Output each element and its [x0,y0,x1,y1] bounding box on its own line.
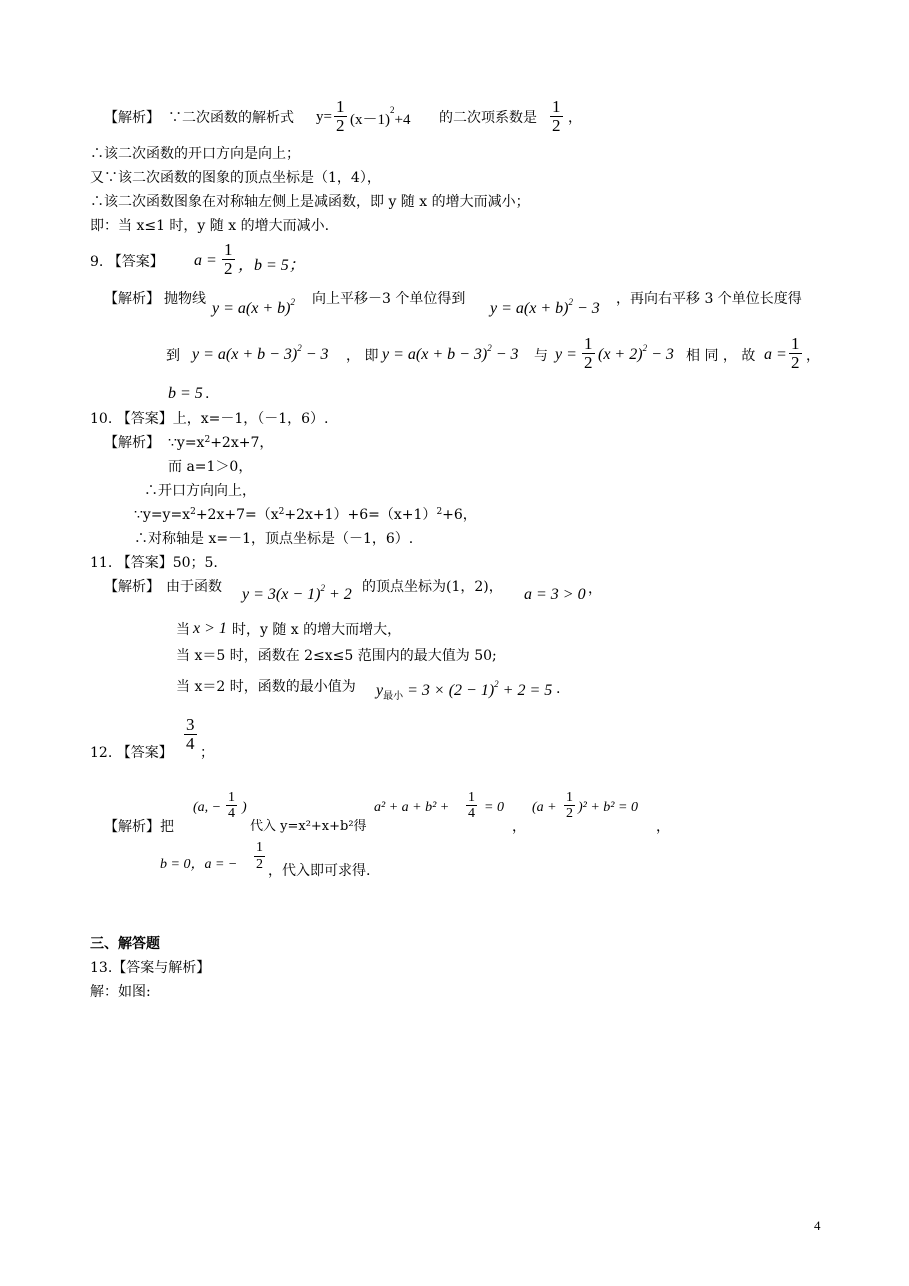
q11-line4a: 当 x＝2 时，函数的最小值为 [176,679,356,695]
q9-row3-b: b = 5 [168,385,203,402]
q8-line5: 即：当 x≤1 时，y 随 x 的增大而减小. [90,218,330,234]
q12-eq2a: (a + [532,800,557,815]
q12-heading: 12. 【答案】 [90,745,173,761]
q9-row2-a: a = [764,346,787,363]
q11-cond: a = 3 > 0 [524,586,586,603]
q12-line2a: b = 0，a = − [160,857,238,872]
q9-row2-expr2: $y = a(x + b - 3)^2 - 3$ [382,343,519,363]
q11-t2: 的顶点坐标为(1，2)， [362,579,503,595]
q11-line4-expr: $y_{最小} = 3 \times (2 - 1)^2 + 2 = 5$ [376,679,553,703]
q9-expr2: $y = a(x + b)^2 - 3$ [490,297,600,317]
q9-analysis-label: 【解析】 [104,291,160,307]
q9-row2-same: 相 同 ， 故 [686,348,756,364]
q11-t1: 由于函数 [166,579,222,595]
q12-eq2-frac: 1 2 [566,790,573,821]
q8-func-rest: $(x-1)^2+4$ [350,105,411,128]
q8-coef-half: 1 2 [552,97,561,135]
q11-line3: 当 x＝5 时，函数在 2≤x≤5 范围内的最大值为 50; [176,648,497,664]
q8-analysis-label: 【解析】 [104,110,160,126]
q10-line5: ∴对称轴是 x=－1，顶点坐标是（－1，6）. [134,531,414,547]
q12-eq1: a² + a + b² + [374,800,450,815]
q9-analysis-t3: ，再向右平移 3 个单位长度得 [616,291,802,307]
page-number: 4 [814,1218,821,1233]
q9-row2-comma: ， [806,348,820,364]
q8-line3: 又∵该二次函数的图象的顶点坐标是（1，4）， [90,170,381,186]
q11-line2a: 当 [176,622,190,638]
q12-comma1: ， [512,819,526,835]
q9-row2-y: y = [555,346,577,363]
q10-heading: 10. 【答案】上，x=－1，（－1，6）. [90,411,329,427]
q8-func-half: 1 2 [336,97,345,135]
q10-analysis-label: 【解析】 [104,435,160,451]
q8-analysis-coef-text: 的二次项系数是 [439,110,537,126]
q12-point-frac: 1 4 [228,790,235,821]
q10-line3: ∴开口方向向上， [144,483,256,499]
q11-analysis-label: 【解析】 [104,579,160,595]
q11-expr: $y = 3(x - 1)^2 + 2$ [242,583,352,603]
q12-analysis-label: 【解析】把 [104,819,174,835]
q9-expr1: $y = a(x + b)^2$ [212,297,295,317]
q12-answer-frac: 3 4 [186,715,195,753]
q9-row2-yu: 与 [534,348,548,364]
q11-line4-end: . [556,681,561,697]
q10-line4: $\because y=y=x^2+2x+7=(x^2+2x+1)+6=(x+1)^2+6$， [134,507,477,523]
q11-cond-end: ， [588,581,602,597]
q9-analysis-t1: 抛物线 [164,291,206,307]
q9-answer-b: ，b = 5； [238,257,305,274]
q13-solution: 解：如图: [90,984,151,1000]
q12-point-open: (a, − [193,800,222,815]
q10-line1: $\because y=x^2+2x+7$， [168,435,274,451]
q13-heading: 13.【答案与解析】 [90,960,211,976]
q9-answer-a-frac: 1 2 [224,240,233,278]
section3-title: 三、解答题 [90,936,160,952]
q11-line2b: 时，y 随 x 的增大而增大， [232,622,402,638]
q12-point-close: ) [242,800,247,815]
q12-line2-frac: 1 2 [256,840,263,872]
q9-row3-dot: . [205,386,210,402]
q12-eq2b: )² + b² = 0 [578,800,638,815]
q12-substitute-text: 代入 y=x²+x+b²得 [250,819,367,834]
q8-coef-comma: ， [568,110,582,126]
q12-eq1-end: = 0 [484,800,504,815]
q9-row2-expr1: $y = a(x + b - 3)^2 - 3$ [192,343,329,363]
q12-line2b: ，代入即可求得. [268,863,371,879]
q9-analysis-t2: 向上平移－3 个单位得到 [312,291,466,307]
q11-heading: 11. 【答案】50；5. [90,555,218,571]
q8-line2: ∴该二次函数的开口方向是向上； [90,146,300,162]
q9-row2-a-frac: 1 2 [791,334,800,372]
q11-line2-cond: x > 1 [193,620,227,637]
q9-answer-a: a = [194,252,217,269]
q8-line4: ∴该二次函数图象在对称轴左侧上是减函数，即 y 随 x 的增大而减小； [90,194,530,210]
q10-line2: 而 a=1＞0， [168,459,253,475]
q9-row2-ji: ， 即 [346,348,379,364]
q9-row2-to: 到 [166,348,180,364]
q12-eq1-frac: 1 4 [468,790,475,821]
q8-func-y: y= [316,109,332,125]
q9-heading: 9. 【答案】 [90,254,164,270]
q12-comma2: ， [656,819,670,835]
q8-analysis-line1: ∵二次函数的解析式 [168,110,294,126]
q9-row2-expr3: $(x + 2)^2 - 3$ [598,343,674,363]
q12-answer-end: ； [200,745,214,761]
q9-row2-frac: 1 2 [584,334,593,372]
